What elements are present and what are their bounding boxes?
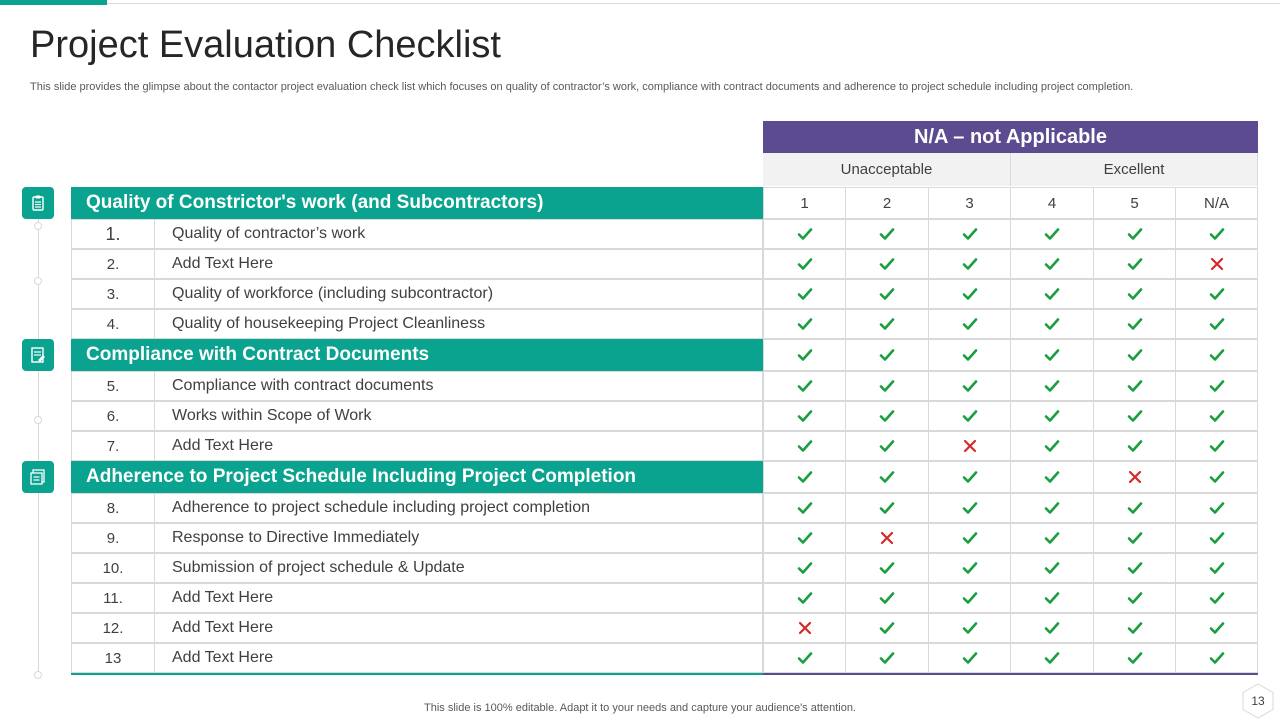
check-icon <box>1209 347 1225 363</box>
check-icon <box>1209 530 1225 546</box>
cross-icon <box>1127 469 1143 485</box>
rating-cell <box>1094 279 1176 309</box>
rating-cell <box>929 279 1011 309</box>
row-label: Add Text Here <box>154 249 763 279</box>
check-icon <box>962 378 978 394</box>
check-icon <box>962 408 978 424</box>
rating-cell <box>763 461 846 493</box>
table-bottom-rule-purple <box>763 673 1258 675</box>
rating-cell <box>1094 523 1176 553</box>
rating-cell <box>929 523 1011 553</box>
check-icon <box>879 378 895 394</box>
check-icon <box>797 500 813 516</box>
rating-cell <box>763 371 846 401</box>
check-icon <box>962 469 978 485</box>
row-number: 3. <box>71 279 154 309</box>
rating-cell <box>763 431 846 461</box>
check-icon <box>1127 316 1143 332</box>
timeline-dot <box>34 671 42 679</box>
cross-icon <box>962 438 978 454</box>
section-heading: Adherence to Project Schedule Including Project Completion <box>71 461 763 493</box>
check-icon <box>1209 438 1225 454</box>
rating-cell <box>929 431 1011 461</box>
check-icon <box>962 347 978 363</box>
rating-cell <box>1176 371 1258 401</box>
check-icon <box>1127 256 1143 272</box>
row-label: Add Text Here <box>154 643 763 673</box>
check-icon <box>1044 378 1060 394</box>
check-icon <box>797 530 813 546</box>
check-icon <box>797 408 813 424</box>
check-icon <box>1127 560 1143 576</box>
check-icon <box>1127 650 1143 666</box>
footer-note: This slide is 100% editable. Adapt it to your needs and capture your audience's attention. <box>424 702 856 714</box>
rating-cell <box>763 523 846 553</box>
rating-cell <box>1094 643 1176 673</box>
row-number: 8. <box>71 493 154 523</box>
check-icon <box>962 286 978 302</box>
check-icon <box>962 650 978 666</box>
check-icon <box>879 620 895 636</box>
check-icon <box>879 500 895 516</box>
check-icon <box>962 590 978 606</box>
column-number-cell: 2 <box>846 187 929 219</box>
rating-cell <box>1176 401 1258 431</box>
rating-cell <box>1011 523 1094 553</box>
rating-cell <box>1011 583 1094 613</box>
rating-cell <box>846 431 929 461</box>
row-number: 6. <box>71 401 154 431</box>
rating-cell <box>1094 493 1176 523</box>
row-label: Adherence to project schedule including project completion <box>154 493 763 523</box>
check-icon <box>879 590 895 606</box>
rating-cell <box>929 339 1011 371</box>
check-icon <box>1044 650 1060 666</box>
check-icon <box>962 560 978 576</box>
row-label: Response to Directive Immediately <box>154 523 763 553</box>
check-icon <box>1209 408 1225 424</box>
rating-cell <box>1094 553 1176 583</box>
check-icon <box>1209 469 1225 485</box>
na-header: N/A – not Applicable <box>763 121 1258 153</box>
scale-header-excellent: Excellent <box>1011 153 1258 186</box>
row-number: 7. <box>71 431 154 461</box>
check-icon <box>879 286 895 302</box>
check-icon <box>797 378 813 394</box>
check-icon <box>1127 438 1143 454</box>
row-number: 4. <box>71 309 154 339</box>
rating-cell <box>1094 309 1176 339</box>
check-icon <box>1209 650 1225 666</box>
check-icon <box>879 256 895 272</box>
rating-cell <box>846 401 929 431</box>
rating-cell <box>929 401 1011 431</box>
rating-cell <box>846 279 929 309</box>
check-icon <box>1044 620 1060 636</box>
check-icon <box>1209 226 1225 242</box>
row-label: Quality of contractor’s work <box>154 219 763 249</box>
check-icon <box>879 226 895 242</box>
rating-cell <box>929 613 1011 643</box>
rating-cell <box>763 219 846 249</box>
check-icon <box>797 286 813 302</box>
page-subtitle: This slide provides the glimpse about the contactor project evaluation check list which focuses on quality of contractor’s work, compliance with contract documents and adherence to project schedule including project completion. <box>30 81 1134 93</box>
rating-cell <box>1176 219 1258 249</box>
check-icon <box>1209 590 1225 606</box>
rating-cell <box>846 249 929 279</box>
check-icon <box>1209 500 1225 516</box>
rating-cell <box>846 553 929 583</box>
rating-cell <box>763 401 846 431</box>
rating-cell <box>846 493 929 523</box>
cross-icon <box>879 530 895 546</box>
rating-cell <box>1011 613 1094 643</box>
timeline-dot <box>34 222 42 230</box>
check-icon <box>1044 316 1060 332</box>
rating-cell <box>929 643 1011 673</box>
check-icon <box>879 316 895 332</box>
rating-cell <box>846 583 929 613</box>
rating-cell <box>846 371 929 401</box>
check-icon <box>797 590 813 606</box>
row-label: Quality of workforce (including subcontractor) <box>154 279 763 309</box>
rating-cell <box>763 309 846 339</box>
check-icon <box>879 347 895 363</box>
check-icon <box>1044 226 1060 242</box>
rating-cell <box>1011 553 1094 583</box>
section-heading: Quality of Constrictor's work (and Subcontractors) <box>71 187 763 219</box>
rating-cell <box>1176 461 1258 493</box>
check-icon <box>1127 286 1143 302</box>
row-label: Submission of project schedule & Update <box>154 553 763 583</box>
rating-cell <box>1011 309 1094 339</box>
row-number: 9. <box>71 523 154 553</box>
rating-cell <box>1094 371 1176 401</box>
rating-cell <box>763 339 846 371</box>
rating-cell <box>763 279 846 309</box>
check-icon <box>962 316 978 332</box>
check-icon <box>962 500 978 516</box>
rating-cell <box>1176 583 1258 613</box>
rating-cell <box>1176 249 1258 279</box>
row-label: Add Text Here <box>154 583 763 613</box>
check-icon <box>1044 408 1060 424</box>
check-icon <box>1127 347 1143 363</box>
check-icon <box>797 438 813 454</box>
page-number: 13 <box>1251 694 1265 708</box>
rating-cell <box>1176 493 1258 523</box>
rating-cell <box>1094 461 1176 493</box>
rating-cell <box>929 493 1011 523</box>
rating-cell <box>929 583 1011 613</box>
check-icon <box>1044 347 1060 363</box>
check-icon <box>1127 408 1143 424</box>
row-label: Quality of housekeeping Project Cleanliness <box>154 309 763 339</box>
check-icon <box>1044 256 1060 272</box>
rating-cell <box>1011 643 1094 673</box>
rating-cell <box>1094 219 1176 249</box>
rating-cell <box>1094 431 1176 461</box>
check-icon <box>1044 560 1060 576</box>
rating-cell <box>929 371 1011 401</box>
column-number-cell: 3 <box>929 187 1011 219</box>
row-number: 13 <box>71 643 154 673</box>
rating-cell <box>1011 461 1094 493</box>
rating-cell <box>929 249 1011 279</box>
check-icon <box>1127 620 1143 636</box>
rating-cell <box>1176 309 1258 339</box>
row-number: 10. <box>71 553 154 583</box>
rating-cell <box>1094 583 1176 613</box>
document-icon <box>22 339 54 371</box>
rating-cell <box>1176 613 1258 643</box>
rating-cell <box>763 553 846 583</box>
rating-cell <box>763 249 846 279</box>
timeline-dot <box>34 416 42 424</box>
check-icon <box>1044 438 1060 454</box>
check-icon <box>1044 530 1060 546</box>
row-label: Compliance with contract documents <box>154 371 763 401</box>
check-icon <box>797 650 813 666</box>
check-icon <box>1127 590 1143 606</box>
check-icon <box>1127 500 1143 516</box>
rating-cell <box>1094 401 1176 431</box>
rating-cell <box>1011 371 1094 401</box>
rating-cell <box>1011 279 1094 309</box>
rating-cell <box>846 461 929 493</box>
row-number: 11. <box>71 583 154 613</box>
row-label: Add Text Here <box>154 613 763 643</box>
rating-cell <box>1176 279 1258 309</box>
check-icon <box>1127 378 1143 394</box>
timeline-dot <box>34 277 42 285</box>
check-icon <box>797 560 813 576</box>
rating-cell <box>929 553 1011 583</box>
table-bottom-rule-teal <box>71 673 763 675</box>
scale-header-unacceptable: Unacceptable <box>763 153 1011 186</box>
rating-cell <box>1176 553 1258 583</box>
rating-cell <box>1011 431 1094 461</box>
rating-cell <box>1011 249 1094 279</box>
schedule-icon <box>22 461 54 493</box>
rating-cell <box>929 309 1011 339</box>
rating-cell <box>1094 339 1176 371</box>
page-title: Project Evaluation Checklist <box>30 24 501 66</box>
check-icon <box>1044 469 1060 485</box>
rating-cell <box>846 339 929 371</box>
rating-cell <box>763 613 846 643</box>
row-number: 5. <box>71 371 154 401</box>
check-icon <box>1209 560 1225 576</box>
rating-cell <box>1011 401 1094 431</box>
column-number-cell: 1 <box>763 187 846 219</box>
rating-cell <box>763 493 846 523</box>
check-icon <box>879 408 895 424</box>
check-icon <box>797 256 813 272</box>
cross-icon <box>797 620 813 636</box>
check-icon <box>797 226 813 242</box>
rating-cell <box>846 643 929 673</box>
check-icon <box>962 226 978 242</box>
rating-cell <box>1176 431 1258 461</box>
rating-cell <box>1011 493 1094 523</box>
timeline-line <box>38 219 39 674</box>
check-icon <box>1209 378 1225 394</box>
check-icon <box>962 620 978 636</box>
row-number: 12. <box>71 613 154 643</box>
check-icon <box>879 560 895 576</box>
rating-cell <box>1011 219 1094 249</box>
column-number-cell: 4 <box>1011 187 1094 219</box>
clipboard-icon <box>22 187 54 219</box>
rating-cell <box>763 583 846 613</box>
check-icon <box>1209 286 1225 302</box>
check-icon <box>1044 500 1060 516</box>
check-icon <box>797 316 813 332</box>
check-icon <box>1209 620 1225 636</box>
check-icon <box>1044 286 1060 302</box>
check-icon <box>797 347 813 363</box>
check-icon <box>797 469 813 485</box>
rating-cell <box>1176 339 1258 371</box>
rating-cell <box>1011 339 1094 371</box>
rating-cell <box>1094 249 1176 279</box>
row-label: Add Text Here <box>154 431 763 461</box>
check-icon <box>879 650 895 666</box>
rating-cell <box>1176 643 1258 673</box>
row-label: Works within Scope of Work <box>154 401 763 431</box>
rating-cell <box>929 219 1011 249</box>
check-icon <box>879 438 895 454</box>
section-heading: Compliance with Contract Documents <box>71 339 763 371</box>
rating-cell <box>1094 613 1176 643</box>
check-icon <box>1127 226 1143 242</box>
check-icon <box>962 530 978 546</box>
cross-icon <box>1209 256 1225 272</box>
row-number: 1. <box>71 219 154 249</box>
check-icon <box>879 469 895 485</box>
check-icon <box>1127 530 1143 546</box>
rating-cell <box>929 461 1011 493</box>
column-number-cell: N/A <box>1176 187 1258 219</box>
rating-cell <box>846 309 929 339</box>
rating-cell <box>1176 523 1258 553</box>
rating-cell <box>846 219 929 249</box>
check-icon <box>1209 316 1225 332</box>
rating-cell <box>763 643 846 673</box>
check-icon <box>1044 590 1060 606</box>
rating-cell <box>846 613 929 643</box>
rating-cell <box>846 523 929 553</box>
row-number: 2. <box>71 249 154 279</box>
check-icon <box>962 256 978 272</box>
column-number-cell: 5 <box>1094 187 1176 219</box>
